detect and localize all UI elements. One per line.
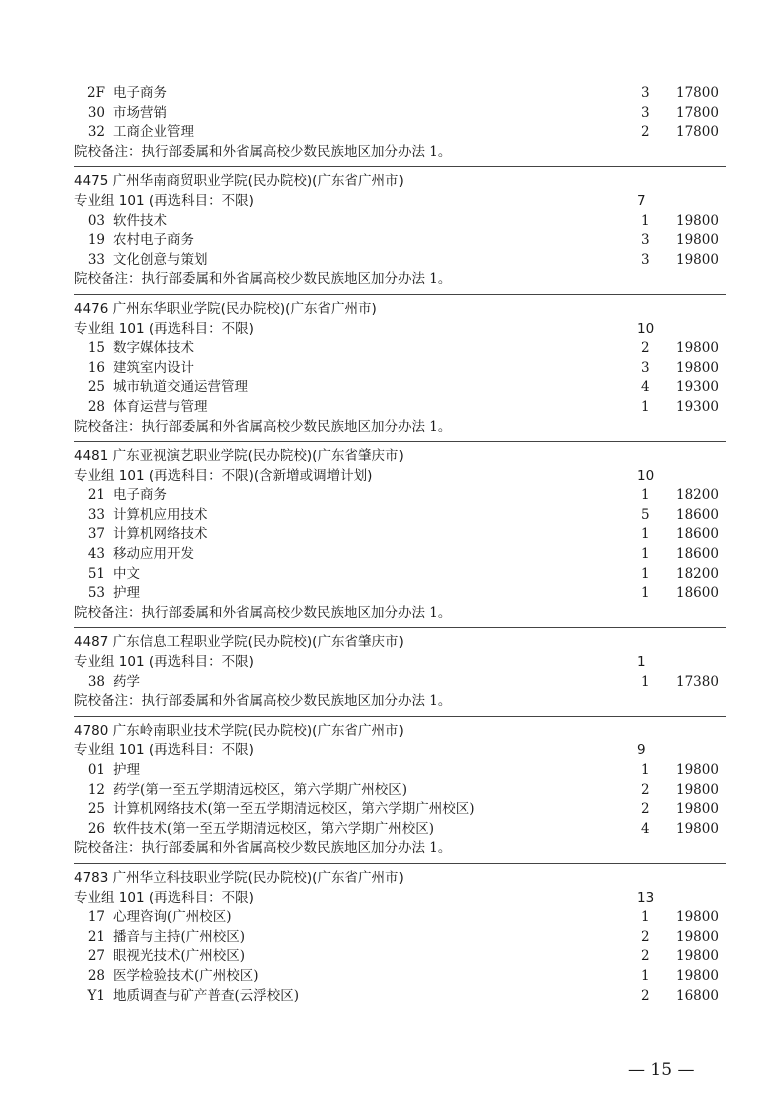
major-group-label: 专业组 101 (再选科目：不限) — [74, 654, 254, 671]
major-code: 53 — [87, 585, 105, 602]
major-tuition: 17800 — [676, 124, 719, 141]
major-plan-count: 2 — [641, 948, 650, 965]
major-tuition: 17800 — [676, 85, 719, 101]
major-row — [0, 104, 777, 124]
major-plan-count: 2 — [641, 987, 650, 1004]
group-plan-total: 10 — [637, 320, 655, 337]
major-group-label: 专业组 101 (再选科目：不限) — [74, 742, 254, 759]
section-divider — [74, 863, 726, 864]
major-row — [0, 987, 777, 1007]
group-plan-total: 9 — [637, 742, 646, 759]
major-plan-count: 2 — [641, 781, 650, 798]
major-group-row — [0, 467, 777, 487]
major-plan-count: 1 — [641, 673, 650, 690]
major-code: 12 — [87, 781, 105, 798]
major-code: 26 — [87, 820, 105, 837]
major-tuition: 19800 — [676, 340, 719, 357]
major-tuition: 19300 — [676, 379, 719, 396]
major-tuition: 17380 — [676, 673, 719, 690]
major-row — [0, 967, 777, 987]
major-name: 计算机网络技术(第一至五学期清远校区，第六学期广州校区) — [113, 801, 475, 818]
major-tuition: 18600 — [676, 506, 719, 523]
major-tuition: 18600 — [676, 526, 719, 543]
college-title: 4475 广州华南商贸职业学院(民办院校)(广东省广州市) — [74, 173, 404, 190]
major-name: 医学检验技术(广州校区) — [113, 967, 259, 984]
college-title: 4476 广州东华职业学院(民办院校)(广东省广州市) — [74, 300, 377, 317]
major-tuition: 19800 — [676, 928, 719, 945]
major-name: 文化创意与策划 — [113, 251, 208, 268]
major-code: 32 — [87, 124, 105, 141]
major-group-row — [0, 653, 777, 673]
major-row — [0, 820, 777, 840]
major-plan-count: 1 — [641, 565, 650, 582]
major-plan-count: 1 — [641, 967, 650, 984]
major-row — [0, 212, 777, 232]
major-name: 地质调查与矿产普查(云浮校区) — [113, 987, 300, 1004]
major-row — [0, 359, 777, 379]
major-tuition: 17800 — [676, 104, 719, 121]
college-list — [0, 162, 777, 1006]
major-plan-count: 3 — [641, 232, 650, 249]
section-divider — [74, 716, 726, 717]
major-code: 01 — [87, 762, 105, 778]
major-code: Y1 — [87, 987, 105, 1004]
major-name: 药学 — [113, 673, 140, 690]
major-row — [0, 761, 777, 781]
college-block — [0, 437, 777, 623]
major-row — [0, 928, 777, 948]
major-name: 建筑室内设计 — [113, 359, 194, 376]
major-row — [0, 800, 777, 820]
major-name: 电子商务 — [113, 85, 167, 101]
major-tuition: 16800 — [676, 987, 719, 1004]
major-code: 33 — [87, 251, 105, 268]
major-plan-count: 1 — [641, 398, 650, 415]
major-name: 移动应用开发 — [113, 546, 194, 563]
major-group-label: 专业组 101 (再选科目：不限) — [74, 889, 254, 906]
major-code: 30 — [87, 104, 105, 121]
major-plan-count: 3 — [641, 251, 650, 268]
major-name: 护理 — [113, 585, 140, 602]
major-code: 51 — [87, 565, 105, 582]
college-block — [0, 859, 777, 1006]
major-name: 市场营销 — [113, 104, 167, 121]
major-tuition: 19800 — [676, 212, 719, 229]
major-row — [0, 947, 777, 967]
major-tuition: 19800 — [676, 251, 719, 268]
major-row — [0, 673, 777, 693]
page-number: — 15 — — [628, 1060, 695, 1080]
major-plan-count: 4 — [641, 379, 650, 396]
major-name: 农村电子商务 — [113, 232, 194, 249]
major-plan-count: 1 — [641, 909, 650, 926]
major-row — [0, 506, 777, 526]
major-tuition: 19800 — [676, 359, 719, 376]
major-tuition: 19800 — [676, 781, 719, 798]
major-name: 城市轨道交通运营管理 — [113, 379, 248, 396]
college-title: 4783 广州华立科技职业学院(民办院校)(广东省广州市) — [74, 869, 404, 886]
major-row — [0, 525, 777, 545]
major-name: 播音与主持(广州校区) — [113, 928, 246, 945]
major-row — [0, 565, 777, 585]
major-tuition: 18200 — [676, 565, 719, 582]
major-plan-count: 1 — [641, 526, 650, 543]
major-tuition: 19800 — [676, 909, 719, 926]
major-group-row — [0, 192, 777, 212]
major-plan-count: 1 — [641, 585, 650, 602]
major-tuition: 18200 — [676, 487, 719, 504]
major-code: 27 — [87, 948, 105, 965]
major-row — [0, 486, 777, 506]
major-plan-count: 2 — [641, 124, 650, 141]
group-plan-total: 10 — [637, 467, 655, 484]
major-code: 03 — [87, 212, 105, 229]
major-name: 软件技术(第一至五学期清远校区，第六学期广州校区) — [113, 820, 435, 837]
major-code: 19 — [87, 232, 105, 249]
major-row — [0, 123, 777, 143]
section-divider — [74, 294, 726, 295]
section-divider — [74, 166, 726, 167]
major-tuition: 19300 — [676, 398, 719, 415]
major-code: 25 — [87, 379, 105, 396]
lead-block — [0, 84, 777, 162]
document-page — [0, 84, 777, 1006]
major-code: 37 — [87, 526, 105, 543]
major-row — [0, 84, 777, 104]
major-plan-count: 3 — [641, 359, 650, 376]
major-name: 心理咨询(广州校区) — [113, 909, 232, 926]
major-code: 28 — [87, 398, 105, 415]
major-group-label: 专业组 101 (再选科目：不限)(含新增或调增计划) — [74, 467, 373, 484]
major-code: 21 — [87, 487, 105, 504]
major-plan-count: 1 — [641, 487, 650, 504]
major-name: 护理 — [113, 762, 140, 778]
college-note: 院校备注：执行部委属和外省属高校少数民族地区加分办法 1。 — [74, 271, 452, 288]
major-tuition: 19800 — [676, 967, 719, 984]
major-group-row — [0, 320, 777, 340]
group-plan-total: 7 — [637, 192, 646, 209]
major-name: 软件技术 — [113, 212, 167, 229]
major-tuition: 18600 — [676, 585, 719, 602]
group-plan-total: 1 — [637, 654, 646, 671]
college-note: 院校备注：执行部委属和外省属高校少数民族地区加分办法 1。 — [74, 418, 452, 435]
major-code: 2F — [87, 85, 105, 101]
major-code: 17 — [87, 909, 105, 926]
major-plan-count: 3 — [641, 85, 650, 101]
major-plan-count: 5 — [641, 506, 650, 523]
major-group-label: 专业组 101 (再选科目：不限) — [74, 192, 254, 209]
section-divider — [74, 441, 726, 442]
section-divider — [74, 627, 726, 628]
major-name: 工商企业管理 — [113, 124, 194, 141]
major-name: 计算机应用技术 — [113, 506, 208, 523]
major-code: 21 — [87, 928, 105, 945]
major-row — [0, 378, 777, 398]
major-tuition: 18600 — [676, 546, 719, 563]
major-row — [0, 339, 777, 359]
college-block — [0, 712, 777, 859]
major-tuition: 19800 — [676, 820, 719, 837]
major-row — [0, 781, 777, 801]
major-plan-count: 1 — [641, 762, 650, 778]
major-plan-count: 3 — [641, 104, 650, 121]
major-code: 25 — [87, 801, 105, 818]
college-block — [0, 290, 777, 437]
college-note: 院校备注：执行部委属和外省属高校少数民族地区加分办法 1。 — [74, 143, 452, 160]
college-title: 4487 广东信息工程职业学院(民办院校)(广东省肇庆市) — [74, 634, 404, 651]
major-name: 药学(第一至五学期清远校区，第六学期广州校区) — [113, 781, 408, 798]
college-block — [0, 623, 777, 711]
major-name: 眼视光技术(广州校区) — [113, 948, 246, 965]
college-title: 4481 广东亚视演艺职业学院(民办院校)(广东省肇庆市) — [74, 448, 404, 465]
major-code: 16 — [87, 359, 105, 376]
major-name: 电子商务 — [113, 487, 167, 504]
major-plan-count: 2 — [641, 340, 650, 357]
major-name: 体育运营与管理 — [113, 398, 208, 415]
major-code: 38 — [87, 673, 105, 690]
major-tuition: 19800 — [676, 801, 719, 818]
major-name: 数字媒体技术 — [113, 340, 194, 357]
college-note: 院校备注：执行部委属和外省属高校少数民族地区加分办法 1。 — [74, 604, 452, 621]
college-title: 4780 广东岭南职业技术学院(民办院校)(广东省广州市) — [74, 722, 404, 739]
major-row — [0, 584, 777, 604]
group-plan-total: 13 — [637, 889, 655, 906]
major-row — [0, 231, 777, 251]
college-note: 院校备注：执行部委属和外省属高校少数民族地区加分办法 1。 — [74, 840, 452, 857]
college-note: 院校备注：执行部委属和外省属高校少数民族地区加分办法 1。 — [74, 693, 452, 710]
major-name: 计算机网络技术 — [113, 526, 208, 543]
major-group-row — [0, 889, 777, 909]
major-plan-count: 1 — [641, 546, 650, 563]
major-row — [0, 398, 777, 418]
major-tuition: 19800 — [676, 948, 719, 965]
major-code: 33 — [87, 506, 105, 523]
major-name: 中文 — [113, 565, 140, 582]
major-plan-count: 2 — [641, 928, 650, 945]
major-group-label: 专业组 101 (再选科目：不限) — [74, 320, 254, 337]
major-plan-count: 1 — [641, 212, 650, 229]
major-code: 43 — [87, 546, 105, 563]
major-plan-count: 4 — [641, 820, 650, 837]
major-code: 28 — [87, 967, 105, 984]
major-row — [0, 251, 777, 271]
major-plan-count: 2 — [641, 801, 650, 818]
major-code: 15 — [87, 340, 105, 357]
major-row — [0, 908, 777, 928]
major-tuition: 19800 — [676, 762, 719, 778]
college-block — [0, 162, 777, 290]
major-row — [0, 545, 777, 565]
major-tuition: 19800 — [676, 232, 719, 249]
major-group-row — [0, 741, 777, 761]
